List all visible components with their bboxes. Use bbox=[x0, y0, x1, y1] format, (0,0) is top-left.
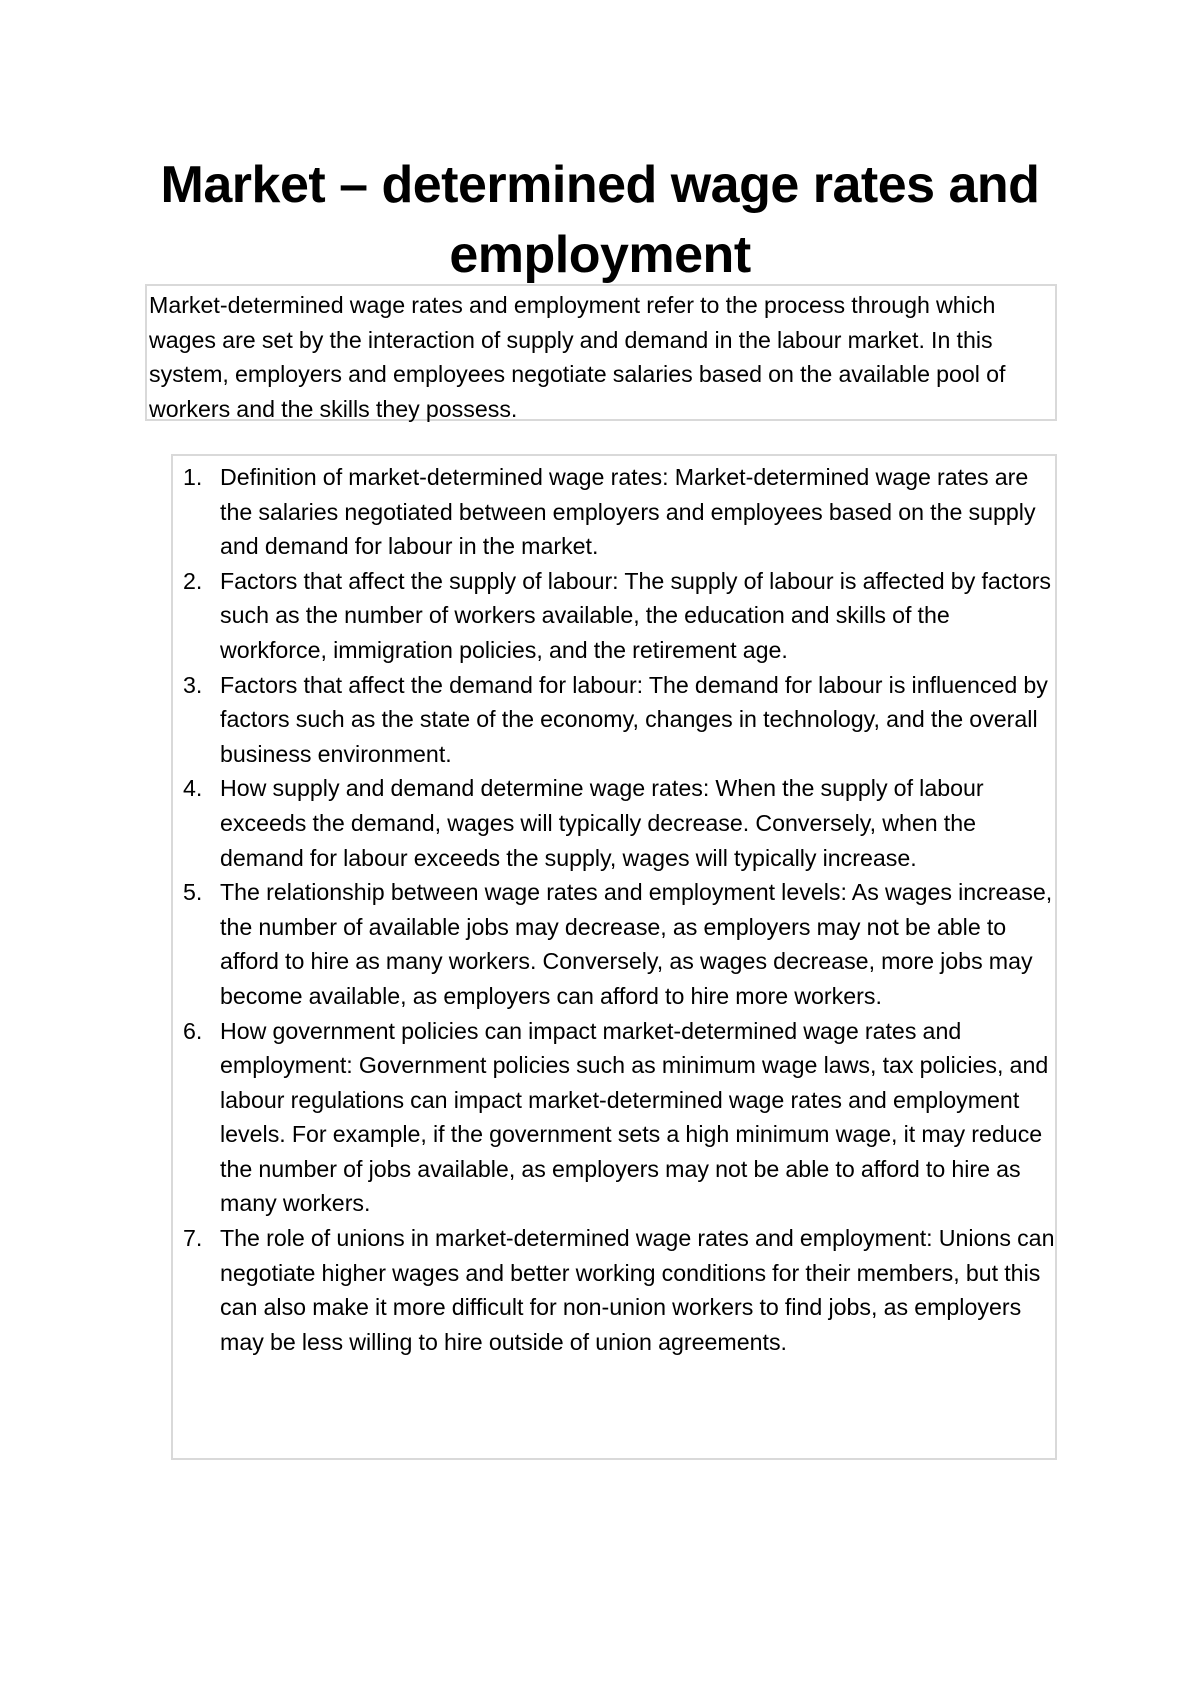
list-item-number: 2. bbox=[183, 567, 203, 594]
list-item-text: The role of unions in market-determined wage rates and employment: Unions can negotiate higher wages and better working conditions for their members, but this can also make it more difficult for non-union workers to find jobs, as employers may be less willing to hire outside of union agreements. bbox=[220, 1225, 1055, 1355]
list-item-number: 7. bbox=[183, 1225, 203, 1252]
list-item-text: Factors that affect the supply of labour: The supply of labour is affected by factors such as the number of workers available, the education and skills of the workforce, immigration policies, and the retirement age. bbox=[220, 567, 1052, 663]
list-item bbox=[173, 771, 1055, 875]
list-item-number: 4. bbox=[183, 775, 203, 802]
list-item-text: Definition of market-determined wage rates: Market-determined wage rates are the salaries negotiated between employers and employees based on the supply and demand for labour in the market. bbox=[220, 464, 1036, 560]
list-item bbox=[173, 668, 1055, 772]
list-item-number: 6. bbox=[183, 1017, 203, 1044]
list-item-text: Factors that affect the demand for labour: The demand for labour is influenced by factors such as the state of the economy, changes in technology, and the overall business environment. bbox=[220, 671, 1048, 767]
list-item-text: How supply and demand determine wage rates: When the supply of labour exceeds the demand, wages will typically decrease. Conversely, when the demand for labour exceeds the supply, wages will typically increase. bbox=[220, 775, 984, 871]
numbered-list bbox=[173, 456, 1055, 1359]
list-item-number: 1. bbox=[183, 464, 203, 490]
list-item-number: 5. bbox=[183, 879, 203, 906]
numbered-list-box bbox=[171, 454, 1057, 1460]
page-title: Market – determined wage rates and employment bbox=[160, 156, 1040, 284]
list-item bbox=[173, 460, 1055, 564]
list-item bbox=[173, 1014, 1055, 1222]
list-item-number: 3. bbox=[183, 671, 203, 698]
intro-text-box: Market-determined wage rates and employment refer to the process through which wages are set by the interaction of supply and demand in the labour market. In this system, employers and employees negotiate salaries based on the available pool of workers and the skills they possess. bbox=[145, 284, 1057, 421]
list-item bbox=[173, 564, 1055, 668]
list-item bbox=[173, 1221, 1055, 1359]
list-item-text: How government policies can impact market-determined wage rates and employment: Government policies such as minimum wage laws, tax policies, and labour regulations can impact market-determined wage rates and employment levels. For example, if the government sets a high minimum wage, it may reduce the number of jobs available, as employers may not be able to afford to hire as many workers. bbox=[220, 1017, 1049, 1217]
list-item-text: The relationship between wage rates and employment levels: As wages increase, the number of available jobs may decrease, as employers may not be able to afford to hire as many workers. Conversely, as wages decrease, more jobs may become available, as employers can afford to hire more workers. bbox=[220, 879, 1053, 1009]
list-item bbox=[173, 875, 1055, 1013]
